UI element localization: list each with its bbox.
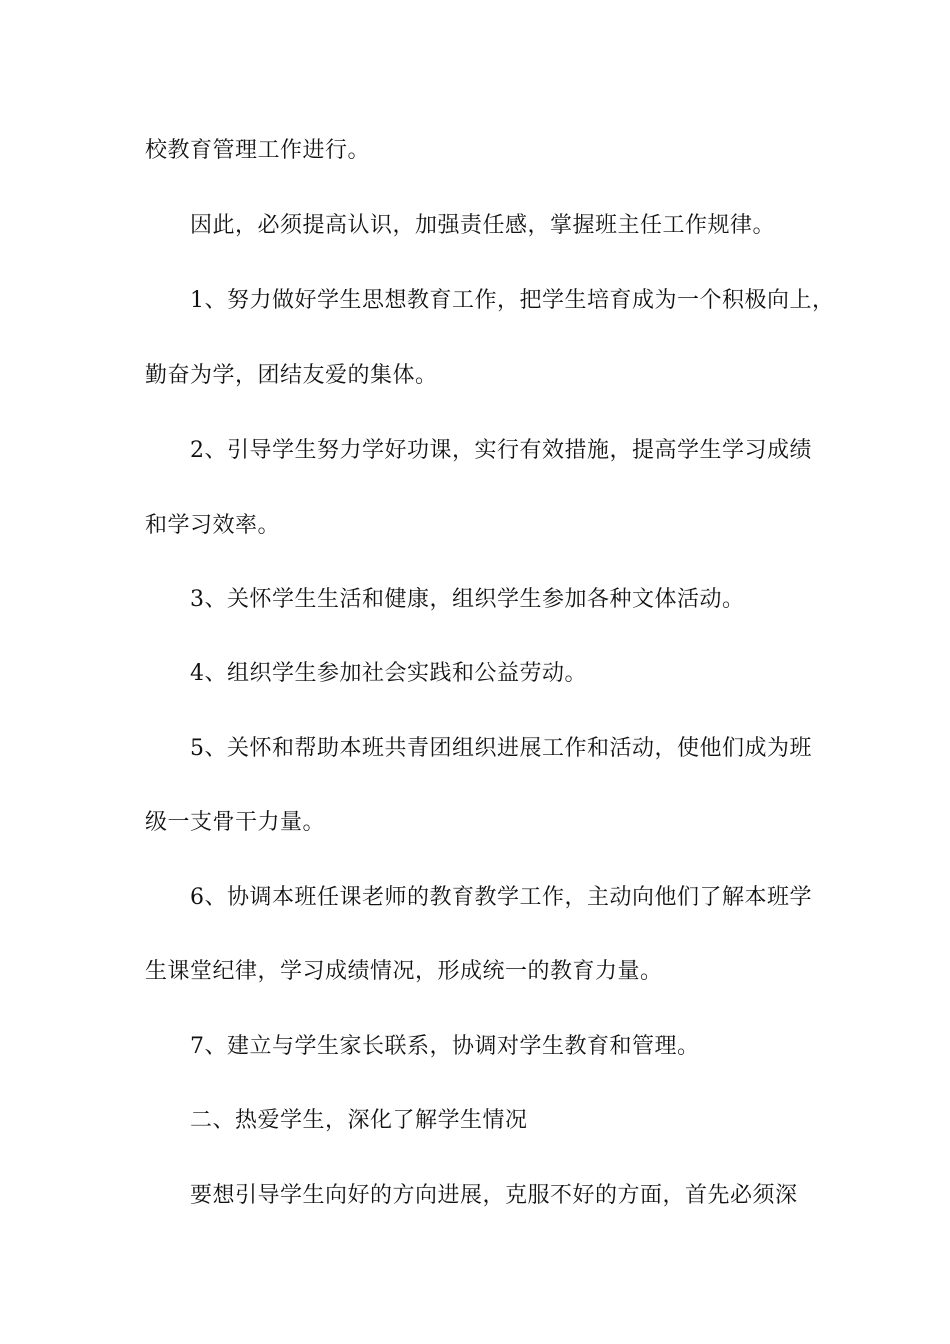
- list-item-2-line-2: 和学习效率。: [145, 513, 281, 538]
- list-item-1-line-1: 1、努力做好学生思想教育工作，把学生培育成为一个积极向上，: [190, 288, 835, 313]
- list-item-5-line-2: 级一支骨干力量。: [145, 810, 326, 835]
- paragraph-line: 因此，必须提高认识，加强责任感，掌握班主任工作规律。: [190, 213, 776, 238]
- list-item-4: 4、组织学生参加社会实践和公益劳动。: [190, 661, 587, 686]
- paragraph-continuation-line: 校教育管理工作进行。: [145, 138, 371, 163]
- section-heading: 二、热爱学生，深化了解学生情况: [190, 1108, 528, 1133]
- list-item-6-line-2: 生课堂纪律，学习成绩情况，形成统一的教育力量。: [145, 959, 663, 984]
- list-item-3: 3、关怀学生生活和健康，组织学生参加各种文体活动。: [190, 587, 745, 612]
- list-item-5-line-1: 5、关怀和帮助本班共青团组织进展工作和活动，使他们成为班: [190, 736, 812, 761]
- paragraph-line: 要想引导学生向好的方向进展，克服不好的方面，首先必须深: [190, 1183, 798, 1208]
- list-item-7: 7、建立与学生家长联系，协调对学生教育和管理。: [190, 1034, 700, 1059]
- list-item-1-line-2: 勤奋为学，团结友爱的集体。: [145, 363, 438, 388]
- list-item-6-line-1: 6、协调本班任课老师的教育教学工作，主动向他们了解本班学: [190, 885, 812, 910]
- list-item-2-line-1: 2、引导学生努力学好功课，实行有效措施，提高学生学习成绩: [190, 438, 812, 463]
